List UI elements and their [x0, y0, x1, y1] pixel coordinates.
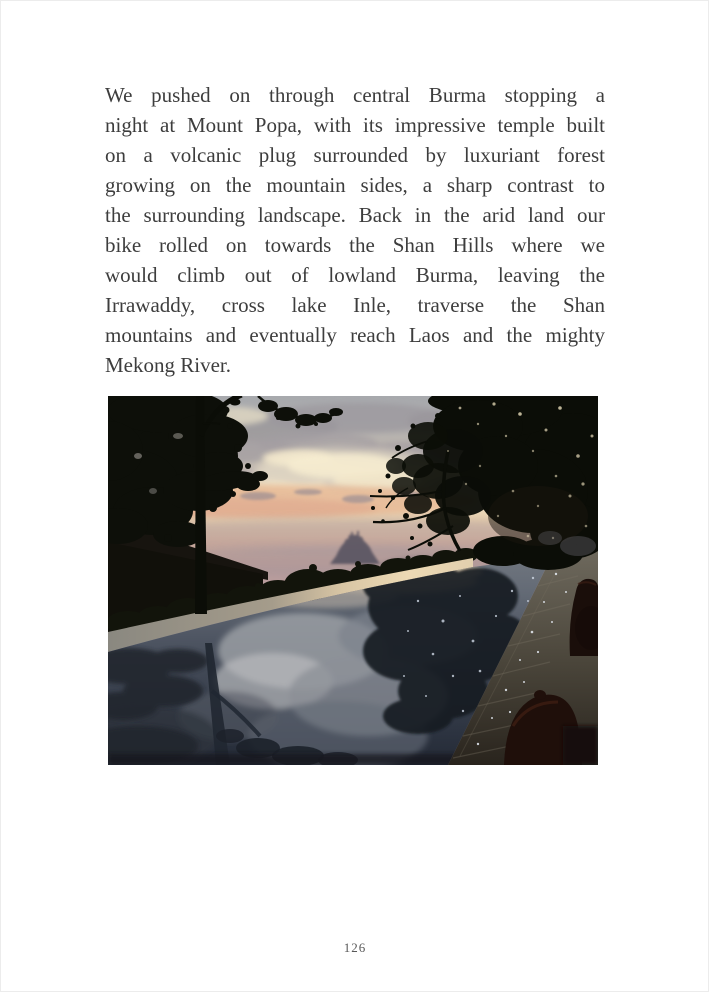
paragraph-line: would climb out of lowland Burma, leaving the: [105, 263, 605, 287]
paragraph-line: bike rolled on towards the Shan Hills where we: [105, 233, 605, 257]
mount-popa-sunset-photo: [108, 396, 598, 765]
page-number: 126: [343, 940, 367, 955]
paragraph-line: the surrounding landscape. Back in the arid land our: [105, 203, 605, 227]
paragraph-line: Mekong River.: [105, 353, 231, 377]
paragraph-line: on a volcanic plug surrounded by luxuriant forest: [105, 143, 605, 167]
paragraph-line: We pushed on through central Burma stopping a: [105, 83, 605, 107]
body-paragraph: [105, 80, 605, 380]
paragraph-line: Irrawaddy, cross lake Inle, traverse the Shan: [105, 293, 605, 317]
paragraph-line: night at Mount Popa, with its impressive temple built: [105, 113, 605, 137]
paragraph-line: mountains and eventually reach Laos and the mighty: [105, 323, 605, 347]
paragraph-line: growing on the mountain sides, a sharp contrast to: [105, 173, 605, 197]
